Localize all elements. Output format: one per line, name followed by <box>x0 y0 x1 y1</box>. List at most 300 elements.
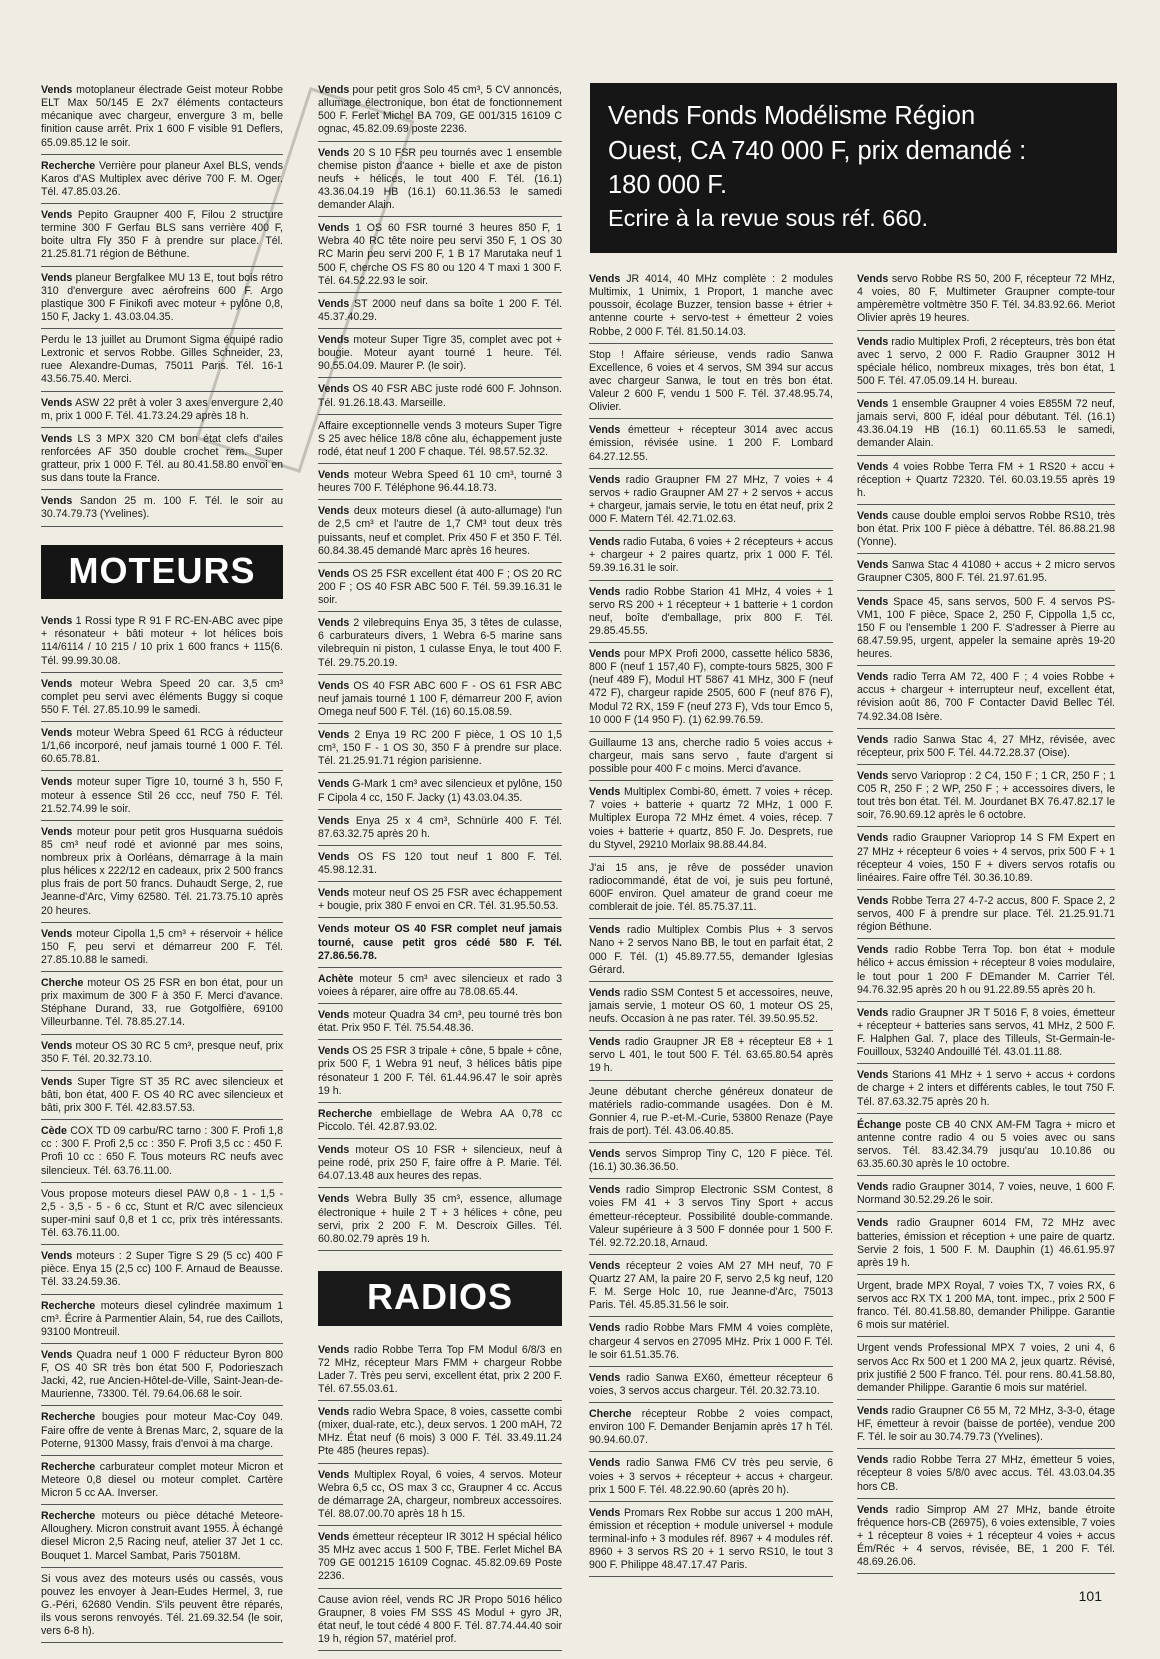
classified-ad <box>318 1191 562 1251</box>
classified-ad <box>589 985 833 1031</box>
classified-ad <box>857 768 1115 828</box>
ad-keyword: Vends <box>857 509 889 522</box>
ad-keyword: Vends <box>318 222 350 235</box>
ad-text: Sandon 25 m. 100 F. Tél. le soir au 30.74.79.73 (Yvelines). <box>41 495 283 521</box>
ad-keyword: Vends <box>857 595 889 608</box>
ad-text: poste CB 40 CNX AM-FM Tagra + micro et antenne contre radio 4 ou 5 voies avec ou sans servos. Tél. 83.42.34.79 jusqu'au 10.10.86 ou 63.35.60.30 après le 10 octobre. <box>857 1118 1115 1170</box>
ad-keyword: Vends <box>318 84 350 96</box>
classified-ad <box>41 395 283 428</box>
ad-text: OS 40 FSR ABC juste rodé 600 F. Johnson. Tél. 91.26.18.43. Marseille. <box>318 383 562 409</box>
classified-ad <box>589 271 833 344</box>
classified-ad <box>857 396 1115 456</box>
ad-keyword: Vends <box>589 924 621 937</box>
ad-keyword: Vends <box>318 778 350 791</box>
ad-text: 1 OS 60 FSR tourné 3 heures 850 F, 1 Webra 40 RC tête noire peu servi 350 F, 1 OS 30 RC Marin peu servi 200 F, 1 B 17 Marutaka neuf 1 500 F, cherche OS FS 80 ou 120 4 T maxi 1 300 F. Tél. 64.52.22.93 le soir. <box>318 222 562 287</box>
section-heading-radios: RADIOS <box>318 1271 562 1326</box>
ad-keyword: Vends <box>318 679 350 692</box>
ad-keyword: Vends <box>41 1075 73 1088</box>
ad-text: moteur Webra Speed 61 RCG à réducteur 1/1,66 incorporé, neuf jamais tourné 1 000 F. Tél. 60.65.78.81. <box>41 727 283 766</box>
classified-ad <box>589 1406 833 1452</box>
ad-keyword: Vends <box>857 894 889 907</box>
classified-ad <box>318 82 562 142</box>
ad-text: Si vous avez des moteurs usés ou cassés, vous pouvez les envoyer à Jean-Eudes Hermel, 3, rue G.-Péri, 62680 Vendin. S'ils peuvent être réparés, ils vous serons renvoyés. Tél. 21.69.32.54 (le soir, vers 6-8 h). <box>41 1572 283 1638</box>
ad-keyword: Vends <box>589 424 621 437</box>
ad-keyword: Recherche <box>318 1107 373 1120</box>
ad-text: moteur pour petit gros Husquarna suédois 85 cm³ neuf rodé et avionné par mes soins, nombreux prix à Oorléans, démarrage à la main plus hélices x 222/12 en cadeaux, prix 2 500 francs plus frais de port 50 francs. Duhaudt Serge, 2, rue Jeanne-d'Arc, Vimy 62580. Tél. 21.73.75.10 après 20 heures. <box>41 825 283 917</box>
classified-ad <box>589 1320 833 1366</box>
ad-text: cause double emploi servos Robbe RS10, très bon état. Prix 100 F pièce à débattre. Tél. 86.88.21.98 (Yonne). <box>857 509 1115 549</box>
classified-ad <box>589 422 833 468</box>
ad-text: radio Graupner 3014, 7 voies, neuve, 1 600 F. Normand 30.52.29.26 le soir. <box>857 1181 1115 1207</box>
ad-keyword: Recherche <box>41 1510 96 1523</box>
ad-text: moteur OS 25 FSR en bon état, pour un prix maximum de 300 F à 350 F. Merci d'avance. Stéphane Durand, 33, rue Gotgolfière, 69100 Villeurbanne. Tél. 78.85.27.14. <box>41 977 283 1029</box>
ad-text: 4 voies Robbe Terra FM + 1 RS20 + accu + réception + Quartz 72320. Tél. 60.03.19.55 après 19 h. <box>857 460 1115 499</box>
classified-ad <box>589 1146 833 1179</box>
classified-ad <box>41 1074 283 1120</box>
ad-keyword: Vends <box>318 814 350 827</box>
ad-text: 20 S 10 FSR peu tournés avec 1 ensemble chemise piston d'aance + bielle et axe de piston neufs + hélices, le tout 400 F. Tél. (16.1) 43.36.04.19 HB (16.1) 60.11.36.53 le samedi demander Alain. <box>318 146 562 211</box>
classified-ad <box>41 774 283 820</box>
ad-text: moteur Cipolla 1,5 cm³ + réservoir + hélice 150 F, peu servi et démarreur 200 F. Tél. 27.85.10.88 le samedi. <box>41 927 283 966</box>
classified-ad <box>857 594 1115 667</box>
classified-ad <box>318 849 562 882</box>
col2-bottom-ads <box>318 1342 562 1652</box>
ad-keyword: Vends <box>589 585 621 598</box>
ad-text: moteurs : 2 Super Tigre S 29 (5 cc) 400 F pièce. Enya 15 (2,5 cc) 100 F. Arnaud de Beausse. Tél. 33.24.59.36. <box>41 1250 283 1289</box>
ad-text: embiellage de Webra AA 0,78 cc Piccolo. Tél. 42.87.93.02. <box>318 1107 562 1133</box>
ad-text: radio Webra Space, 8 voies, cassette combi (mixer, dual-rate, etc.), deux servos. 1 200 mAH, 72 MHz. État neuf (6 mois) 3 000 F. Tél. 33.49.11.24 Pte 485 (heures repas). <box>318 1406 562 1458</box>
ad-text: Multiplex Combi-80, émett. 7 voies + récep. 7 voies + batterie + quartz 72 MHz, 1 000 F. Multiplex Europa 72 MHz émet. 4 voies, récep. 7 voies + batterie + quartz, 850 F. Jo. Desprets, rue du Styvel, 29210 Morlaix 98.88.44.84. <box>589 786 833 851</box>
ad-keyword: Vends <box>41 432 73 445</box>
ad-keyword: Vends <box>41 677 73 690</box>
ad-text: OS 25 FSR 3 tripale + cône, 5 bpale + cône, prix 500 F, 1 Webra 91 neuf, 3 hélices bâtis pipe résonateur 1 200 F. Tél. 61.44.96.47 le soir après 19 h. <box>318 1045 562 1097</box>
classified-ad <box>318 145 562 218</box>
ad-keyword: Vends <box>318 850 350 863</box>
ad-text: Affaire exceptionnelle vends 3 moteurs Super Tigre S 25 avec hélice 18/8 cône alu, échappement juste rodé, état neuf 1 200 F chaque. Tél. 98.57.52.32. <box>318 419 562 458</box>
classified-ad <box>589 472 833 532</box>
classified-ad <box>857 1179 1115 1212</box>
ad-text: radio Sanwa EX60, émetteur récepteur 6 voies, 3 servos accus chargeur. Tél. 20.32.73.10. <box>589 1371 833 1397</box>
ad-text: servo Varioprop : 2 C4, 150 F ; 1 CR, 250 F ; 1 C05 R, 250 F ; 2 WP, 250 F ; + accessoires divers, le tout très bon état. Tél. M. Jourdanet BX 76.47.82.17 le soir, 76.90.69.12 après le 6 octobre. <box>857 769 1115 822</box>
classified-ad <box>41 1248 283 1294</box>
classified-ad <box>41 676 283 722</box>
ad-keyword: Vends <box>589 273 621 285</box>
ad-keyword: Vends <box>41 776 73 789</box>
classified-ad <box>318 566 562 612</box>
classified-ad <box>318 1142 562 1188</box>
ad-text: Cause avion réel, vends RC JR Propo 5016 hélico Graupner, 8 voies FM SSS 4S Modul + gyro JR, état neuf, le tout cédé 4 800 F. Tél. 87.74.44.40 soir 19 h, région 57, matériel prof. <box>318 1593 562 1645</box>
ad-keyword: Vends <box>318 1144 350 1156</box>
ad-text: moteur Webra Speed 61 10 cm³, tourné 3 heures 700 F. Téléphone 96.44.18.73. <box>318 469 562 495</box>
ad-text: 1 ensemble Graupner 4 voies E855M 72 neuf, jamais servi, 800 F, idéal pour débutant. Tél. (16.1) 43.36.04.19 HB (16.1) 60.11.65.53 le samedi, demander Alain. <box>857 398 1115 450</box>
ad-text: Vous propose moteurs diesel PAW 0,8 - 1 - 1,5 - 2,5 - 3,5 - 5 - 6 cc, Stunt et R/C avec silencieux super-mini sauf 0,8 et 1 cc, prix très intéressants. Tél. 63.76.11.00. <box>41 1187 283 1239</box>
ad-text: moteur OS 40 FSR complet neuf jamais tourné, cause petit gros cédé 580 F. Tél. 27.86.56.78. <box>318 923 562 962</box>
ad-text: J'ai 15 ans, je rêve de posséder unavion radiocommandé, état de voi, je suis peu fortuné, 600F environ. Quel amateur de grand coeur me comblerait de joie. Tél. 85.75.37.11. <box>589 861 833 914</box>
ad-keyword: Vends <box>318 923 350 936</box>
ad-keyword: Vends <box>857 1404 889 1417</box>
ad-text: 1 Rossi type R 91 F RC-EN-ABC avec pipe + résonateur + bâti moteur + lot hélices bois 114/6114 / 10 215 / 10 prix 1 600 francs + 115(6. Tél. 99.99.30.08. <box>41 615 283 667</box>
ad-text: Jeune débutant cherche généreux donateur de matériels radio-commande usagées. Don è M. Gonnier 4, rue P.-et-M.-Curie, 53800 Renaze (Paye frais de port). Tél. 43.06.40.85. <box>589 1085 833 1137</box>
ad-text: ST 2000 neuf dans sa boîte 1 200 F. Tél. 45.37.40.29. <box>318 297 562 323</box>
ad-text: radio Multiplex Combis Plus + 3 servos Nano + 2 servos Nano BB, le tout en parfait état, 2 000 F. Tél. (1) 45.89.77.55, demander Iglesias Gérard. <box>589 924 833 976</box>
col2-top-ads <box>318 82 562 1251</box>
classified-ad <box>318 296 562 329</box>
ad-text: Perdu le 13 juillet au Drumont Sigma équipé radio Lextronic et servos Robbe. Gilles Schneider, 23, ruee Alexandre-Dumas, 75011 Paris. Tél. 16-1 43.56.75.40. Merci. <box>41 334 283 386</box>
classified-ad <box>589 1505 833 1578</box>
ad-keyword: Vends <box>41 1348 73 1361</box>
classified-ad <box>41 824 283 923</box>
ad-text: émetteur + récepteur 3014 avec accus émission, révisée usine. 1 200 F. Lombard 64.27.12.55. <box>589 424 833 463</box>
classified-ad <box>41 431 283 491</box>
classified-ad <box>318 1342 562 1402</box>
ad-text: Urgent, brade MPX Royal, 7 voies TX, 7 voies RX, 6 servos acc RX TX 1 200 MA, tont. impec., prix 2 500 F franco. Tél. 80.41.58.80, demander Philippe. Garantie 6 mois sur matériel. <box>857 1279 1115 1332</box>
ad-text: moteur OS 30 RC 5 cm³, presque neuf, prix 350 F. Tél. 20.32.73.10. <box>41 1039 283 1065</box>
ad-text: radio SSM Contest 5 et accessoires, neuve, jamais servie, 1 moteur OS 60, 1 moteur OS 25, neufs. Occasion à ne pas rater. Tél. 39.50.95.52. <box>589 986 833 1025</box>
ad-keyword: Vends <box>589 473 621 486</box>
classified-ad <box>318 467 562 500</box>
classified-ad <box>318 813 562 846</box>
column-2 <box>318 82 562 1654</box>
classified-ad <box>41 613 283 673</box>
classified-ad <box>857 732 1115 765</box>
ad-keyword: Vends <box>589 1322 621 1335</box>
classified-ad <box>318 1592 562 1652</box>
ad-text: Super Tigre ST 35 RC avec silencieux et bâti, bon état, 400 F. OS 40 RC avec silencieux et bâti, prix 300 F. Tél. 42.83.57.53. <box>41 1075 283 1114</box>
ad-keyword: Vends <box>589 1506 621 1519</box>
ad-text: Webra Bully 35 cm³, essence, allumage électronique + huile 2 T + 3 hélices + cône, peu servi, prix 2 200 F. M. Descroix Gilles. Tél. 60.80.02.79 après 19 h. <box>318 1193 562 1245</box>
ad-keyword: Vends <box>318 887 350 900</box>
classified-ad <box>589 1258 833 1318</box>
ad-keyword: Vends <box>318 297 350 310</box>
ad-keyword: Vends <box>41 495 73 508</box>
classified-ad <box>589 534 833 580</box>
classified-ad <box>41 158 283 204</box>
classified-ad <box>41 1298 283 1344</box>
ad-text: Space 45, sans servos, 500 F. 4 servos PS-VM1, 100 F pièce, Space 2, 250 F, Cippolla 1,5 cc, 150 F ou l'ensemble 1 200 F. S'adresser à Pierre au 68.47.59.95, urgent, appeler la semaine après 19-20 heures. <box>857 595 1115 660</box>
classified-ad <box>318 971 562 1004</box>
ad-text: OS 25 FSR excellent état 400 F ; OS 20 RC 200 F ; OS 40 FSR ABC 500 F. Tél. 59.39.16.31 le soir. <box>318 567 562 606</box>
ad-text: motoplaneur électrade Geist moteur Robbe ELT Max 50/145 E 2x7 éléments contacteurs mécanique avec chargeur, envergure 3 m, belle finition cause arrêt. Prix 1 600 F visible 91 Deflers, 65.09.85.12 le soir. <box>41 84 283 149</box>
ad-text: OS FS 120 tout neuf 1 800 F. Tél. 45.98.12.31. <box>318 850 562 876</box>
ad-keyword: Vends <box>589 536 621 549</box>
ad-text: radio Graupner FM 27 MHz, 7 voies + 4 servos + radio Graupner AM 27 + 2 servos + accus + chargeur, jamais servie, le totu en état neuf, prix 2 000 F. Matern Tél. 42.71.02.63. <box>589 473 833 525</box>
ad-keyword: Vends <box>41 927 73 940</box>
classified-ad <box>857 1340 1115 1400</box>
classified-ad <box>318 1007 562 1040</box>
classified-ad <box>41 975 283 1035</box>
classified-ad <box>589 1455 833 1501</box>
ad-keyword: Vends <box>318 1406 350 1418</box>
classified-ad <box>857 1067 1115 1113</box>
classified-ad <box>318 921 562 967</box>
ad-keyword: Vends <box>318 1045 350 1058</box>
ad-keyword: Vends <box>857 1503 889 1516</box>
classified-ad <box>589 735 833 781</box>
classified-ad <box>857 557 1115 590</box>
ad-text: moteurs diesel cylindrée maximum 1 cm³. Écrire à Parmentier Alain, 54, rue des Caillots, 93100 Montreuil. <box>41 1299 283 1338</box>
ad-text: moteur 5 cm³ avec silencieux et rado 3 voiees à réparer, aire offre au 78.08.65.44. <box>318 972 562 998</box>
ad-text: radio Robbe Mars FMM 4 voies complète, chargeur 4 servos en 27095 MHz. Prix 1 000 F. Tél. le soir 61.51.35.76. <box>589 1322 833 1361</box>
classified-ad <box>318 381 562 414</box>
ad-keyword: Vends <box>318 334 350 346</box>
classified-ad <box>857 271 1115 331</box>
classified-ad <box>857 669 1115 729</box>
ad-text: radio Robbe Starion 41 MHz, 4 voies + 1 servo RS 200 + 1 récepteur + 1 batterie + 1 cordon neuf, boîte d'emballage, prix 800 F. Tél. 29.85.45.55. <box>589 585 833 637</box>
ad-keyword: Vends <box>857 944 889 957</box>
classified-ad <box>318 220 562 293</box>
ad-keyword: Vends <box>41 209 73 221</box>
ad-text: moteur OS 10 FSR + silencieux, neuf à peine rodé, prix 250 F, faire offre à P. Marie. Tél. 64.07.13.48 aux heures des repas. <box>318 1144 562 1183</box>
ad-keyword: Vends <box>41 271 73 284</box>
classified-ad <box>318 1529 562 1589</box>
ad-keyword: Vends <box>318 1468 350 1481</box>
ad-keyword: Vends <box>41 1250 73 1263</box>
banner-line-3: 180 000 F. <box>608 171 728 200</box>
ad-text: Verrière pour planeur Axel BLS, vends Karos d'AS Multiplex avec dérive 700 F. M. Oger. Tél. 47.85.03.26. <box>41 159 283 198</box>
ad-keyword: Vends <box>857 460 889 473</box>
classified-ad <box>589 646 833 732</box>
ad-text: 2 Enya 19 RC 200 F pièce, 1 OS 10 1,5 cm³, 150 F - 1 OS 30, 350 F à prendre sur place. Tél. 21.25.91.71 région parisienne. <box>318 729 562 768</box>
ad-text: radio Graupner Varioprop 14 S FM Expert en 27 MHz + récepteur 6 voies + 4 servos, prix 500 F + 1 récepteur 4 voies, 150 F + divers servos rotafis ou linéaires. Faire offre Tél. 30.36.10.89. <box>857 832 1115 884</box>
ad-keyword: Recherche <box>41 1411 96 1424</box>
ad-keyword: Vends <box>857 1006 889 1019</box>
ad-keyword: Vends <box>857 769 889 782</box>
column-3 <box>589 271 833 1580</box>
classified-ad <box>41 82 283 155</box>
col1-top-ads <box>41 82 283 527</box>
ad-text: carburateur complet moteur Micron et Meteore 0,8 diesel ou moteur complet. Cartère Micron 5 cc AA. Inverser. <box>41 1460 283 1499</box>
ad-text: moteur Super Tigre 35, complet avec pot + bougie. Moteur ayant tourné 1 heure. Tél. 90.55.04.09. Maurer P. (le soir). <box>318 334 562 373</box>
ad-keyword: Vends <box>589 1148 621 1160</box>
ad-keyword: Vends <box>41 1039 73 1052</box>
ad-text: pour MPX Profi 2000, cassette hélico 5836, 800 F (neuf 1 157,40 F), compte-tours 5825, 300 F (neuf 489 F), Modul HT 5867 41 MHz, 300 F (neuf 472 F), chargeur rapide 2505, 600 F (neuf 876 F), Modul 72 RX, 159 F (neuf 273 F), Vds tour Emco 5, 10 000 F (14 950 F). (1) 62.99.76.59. <box>589 648 833 726</box>
banner-line-2: Ouest, CA 740 000 F, prix demandé : <box>608 136 1027 165</box>
ad-keyword: Vends <box>318 469 350 481</box>
classified-ad <box>41 926 283 972</box>
classified-ad <box>589 347 833 420</box>
ad-text: Promars Rex Robbe sur accus 1 200 mAH, émission et réception + module universel + module terminal-info + 3 modules réf. 8967 + 4 modules réf. 8960 + 3 servos RS 20 + 1 servo RS10, le tout 3 900 F. Philippe 48.47.17.47 Paris. <box>589 1506 833 1572</box>
ad-keyword: Échange <box>857 1118 902 1131</box>
classified-ad <box>318 776 562 809</box>
classified-ad <box>41 270 283 330</box>
ad-text: radio Graupner JR T 5016 F, 8 voies, émetteur + récepteur + batteries sans servos, 41 MHz, 2 500 F. F. Halphen Gal. 7, place des Tilleuls, St-Germain-le-Fouilloux, 53240 Andouillé Tél. 43.01.11.88. <box>857 1006 1115 1059</box>
classified-ad <box>318 1106 562 1139</box>
ad-text: radio Simprop AM 27 MHz, bande étroite fréquence hors-CB (26975), 6 voies extensible, 7 voies + 1 récepteur 8 voies + 1 récepteur 4 voies + accus Ém/Réc + 4 servos, révisée, BE, 1 200 F. Tél. 48.69.26.06. <box>857 1503 1115 1569</box>
ad-keyword: Recherche <box>41 159 96 172</box>
classified-ad <box>41 332 283 392</box>
classified-ad <box>41 1508 283 1568</box>
classified-ad <box>589 1084 833 1144</box>
classified-ad <box>318 503 562 563</box>
ad-keyword: Vends <box>857 733 889 746</box>
col1-bottom-ads <box>41 613 283 1643</box>
classified-ad <box>857 459 1115 505</box>
classified-ad <box>857 1452 1115 1498</box>
classified-ad <box>318 418 562 464</box>
classified-ad <box>589 860 833 920</box>
ad-text: radio Robbe Terra Top. bon état + module hélico + accus émission + récepteur 8 voies modulaire, le tout pour 1 200 F DEmander M. Carrier Tél. 94.76.32.95 après 20 h ou 91.22.89.55 après 20 h. <box>857 944 1115 996</box>
col3-ads <box>589 271 833 1577</box>
ad-text: pour petit gros Solo 45 cm³, 5 CV annoncés, allumage électronique, bon état de fonctionnement 500 F. Ferlet Michel BA 709, GE 001/315 16109 C ognac, 45.82.09.69 poste 2236. <box>318 84 562 136</box>
ad-keyword: Vends <box>41 396 73 409</box>
ad-keyword: Vends <box>857 335 889 348</box>
classified-ad <box>41 1347 283 1407</box>
ad-text: Pepito Graupner 400 F, Filou 2 structure termine 300 F Gerfau BLS sans verrière 400 F, boite ultra Fly 350 F à prendre sur place. Tél. 21.25.81.71 région de Béthune. <box>41 209 283 261</box>
ad-text: OS 40 FSR ABC 600 F - OS 61 FSR ABC neuf jamais tourné 1 100 F, démarreur 200 F, avion Omega neuf 500 F. Tél. (16) 60.15.08.59. <box>318 679 562 718</box>
ad-keyword: Vends <box>589 1184 621 1197</box>
ad-text: deux moteurs diesel (à auto-allumage) l'un de 2,5 cm³ et l'autre de 1,7 CM³ tout deux très puissants, neuf et complet. Prix 450 F et 350 F. Tél. 60.84.38.45 demandé Marc après 16 heures. <box>318 505 562 557</box>
ad-text: Sanwa Stac 4 41080 + accus + 2 micro servos Graupner C305, 800 F. Tél. 21.97.61.95. <box>857 559 1115 585</box>
classified-ad <box>41 1038 283 1071</box>
ad-keyword: Vends <box>857 1069 889 1082</box>
ad-text: G-Mark 1 cm³ avec silencieux et pylône, 150 F Cipola 4 cc, 150 F. Jacky (1) 43.03.04.35. <box>318 778 562 804</box>
ad-keyword: Vends <box>589 1036 621 1049</box>
ad-text: radio Multiplex Profi, 2 récepteurs, très bon état avec 1 servo, 2 000 F. Radio Graupner 3012 H spéciale hélico, nombreux mixages, très bon état, 1 500 F. Tél. 47.05.09.14 H. bureau. <box>857 335 1115 387</box>
ad-text: Quadra neuf 1 000 F réducteur Byron 800 F, OS 40 SR très bon état 500 F, Podorieszach Jacki, 42, rue Ancien-Hôtel-de-Ville, Saint-Jean-de-Maurienne, 73300. Tél. 79.64.06.68 le soir. <box>41 1348 283 1401</box>
classified-ad <box>589 1370 833 1403</box>
ad-keyword: Vends <box>318 1193 350 1206</box>
ad-keyword: Vends <box>41 615 73 628</box>
ad-keyword: Vends <box>589 1259 621 1272</box>
classified-ad <box>41 1459 283 1505</box>
ad-keyword: Vends <box>318 383 350 396</box>
ad-keyword: Vends <box>857 671 889 684</box>
page-number: 101 <box>1078 1588 1102 1604</box>
ad-keyword: Vends <box>318 505 350 518</box>
ad-text: récepteur 2 voies AM 27 MH neuf, 70 F Quartz 27 AM, la paire 20 F, servo 2,5 kg neuf, 120 F. M. Serge Holc 10, rue Jeanne-d'Arc, 75013 Paris. Tél. 45.85.31.56 le soir. <box>589 1259 833 1312</box>
ad-keyword: Vends <box>857 273 889 285</box>
banner-line-4: Ecrire à la revue sous réf. 660. <box>608 205 929 232</box>
ad-text: Urgent vends Professional MPX 7 voies, 2 uni 4, 6 servos Acc Rx 500 et 1 200 MA 2, jeux quartz. Révisé, prix justifié 2 500 F franco. Tél. pour rens. 80.41.58.80, demander Philippe. Garantie 6 mois sur matériel. <box>857 1342 1115 1394</box>
classified-ad <box>857 830 1115 890</box>
classified-ad <box>41 1571 283 1644</box>
ad-text: Starions 41 MHz + 1 servo + accus + cordons de charge + 2 inters et différents cables, le tout 750 F. Tél. 87.63.32.75 après 20 h. <box>857 1069 1115 1108</box>
classified-ad <box>589 584 833 644</box>
ad-text: Multiplex Royal, 6 voies, 4 servos. Moteur Webra 6,5 cc, OS max 3 cc, Graupner 4 cc. Accus de démarrage 2A, chargeur, nombreux accessoires. Tél. 88.07.00.70 après 18 h 15. <box>318 1468 562 1520</box>
ad-text: LS 3 MPX 320 CM bon état clefs d'ailes renforcées AF 350 double crochet rem. Super gratteur, prix 1 000 F. Tél. au 80.41.58.80 envoi en sus dans toute la France. <box>41 432 283 485</box>
ad-text: radio Sanwa Stac 4, 27 MHz, révisée, avec récepteur, prix 500 F. Tél. 44.72.28.37 (Oise). <box>857 733 1115 759</box>
ad-text: moteur Webra Speed 20 car. 3,5 cm³ complet peu servi avec éléments Buggy si coque 550 F. Tél. 27.85.10.99 le samedi. <box>41 677 283 716</box>
ad-text: moteurs ou pièce détaché Meteore-Alloughery. Micron construit avant 1955. À échangé diesel Micron 2,5 Racing neuf, atelier 37 Jet 1 cc. Bouquet 1. Marcel Sambat, Paris 75018M. <box>41 1510 283 1562</box>
business-sale-banner <box>590 83 1117 253</box>
ad-text: radio Terra AM 72, 400 F ; 4 voies Robbe + accus + chargeur + interrupteur neuf, excellent état, révision août 86, 700 F Contacter David Bellec Tél. 74.92.34.08 Isère. <box>857 671 1115 723</box>
ad-text: Robbe Terra 27 4-7-2 accus, 800 F. Space 2, 2 servos, 400 F à prendre sur place. Tél. 21.25.91.71 région Béthune. <box>857 894 1115 934</box>
classified-ad <box>857 1005 1115 1065</box>
classified-ad <box>41 1123 283 1183</box>
ad-text: radio Sanwa FM6 CV très peu servie, 6 voies + 3 servos + récepteur + accus + chargeur. prix 1 500 F. Tél. 48.22.90.60 (après 20 h). <box>589 1457 833 1496</box>
ad-keyword: Vends <box>318 1343 350 1356</box>
ad-keyword: Vends <box>857 1454 889 1467</box>
ad-text: JR 4014, 40 MHz complète : 2 modules Multimix, 1 Unimix, 1 Proport, 1 manche avec poussoir, écolage Buzzer, tension basse + étrier + antenne courte + servo-test + émetteur 2 voies Robbe, 2 000 F. Tél. 81.50.14.03. <box>589 273 833 338</box>
classified-ad <box>857 1278 1115 1338</box>
col4-ads <box>857 271 1115 1574</box>
ad-text: radio Simprop Electronic SSM Contest, 8 voies FM 41 + 3 servos Tiny Sport + accus émetteur-récepteur. Possibilité double-commande. Valeur supérieure à 3 500 F donnée pour 1 500 F. Tél. 92.72.20.18, Arnaud. <box>589 1184 833 1249</box>
ad-text: Guillaume 13 ans, cherche radio 5 voies accus + chargeur, mais sans servo , faute d'argent si possible pour 400 F c moins. Merci d'avance. <box>589 736 833 775</box>
column-4 <box>857 271 1115 1577</box>
ad-keyword: Vends <box>318 617 350 630</box>
classified-ad <box>318 1467 562 1527</box>
classified-ad <box>589 784 833 857</box>
classified-ad <box>41 725 283 771</box>
classified-ad <box>857 508 1115 554</box>
ad-keyword: Vends <box>857 832 889 845</box>
classified-ad <box>318 615 562 675</box>
ad-keyword: Vends <box>318 1531 350 1543</box>
classified-ad <box>318 727 562 773</box>
classified-ad <box>41 1186 283 1246</box>
ad-text: Enya 25 x 4 cm³, Schnürle 400 F. Tél. 87.63.32.75 après 20 h. <box>318 814 562 840</box>
ad-text: servo Robbe RS 50, 200 F, récepteur 72 MHz, 4 voies, 80 F, Multimeter Graupner compte-tour ampèremètre voltmètre 350 F. Tél. 34.83.92.66. Meriot Olivier après 19 heures. <box>857 273 1115 325</box>
ad-keyword: Recherche <box>41 1299 96 1312</box>
ad-keyword: Vends <box>857 1181 889 1194</box>
classified-ad <box>857 1502 1115 1575</box>
classified-ad <box>318 332 562 378</box>
ad-text: COX TD 09 carbu/RC tarno : 300 F. Profi 1,8 cc : 300 F. Profi 2,5 cc : 350 F. Profi 3,5 cc : 450 F. Profi 10 cc : 650 F. Tous moteurs RC neufs avec silencieux. Tél. 63.76.11.00. <box>41 1125 283 1177</box>
ad-text: émetteur récepteur IR 3012 H spécial hélico 35 MHz avec accus 1 500 F, TBE. Ferlet Michel BA 709 GE 001215 16109 Cognac. 45.82.09.69 Poste 2236. <box>318 1531 562 1583</box>
ad-text: moteur neuf OS 25 FSR avec échappement + bougie, prix 380 F envoi en CR. Tél. 31.95.50.53. <box>318 887 562 913</box>
ad-keyword: Vends <box>589 1457 621 1470</box>
classified-ad <box>41 1409 283 1455</box>
ad-text: radio Robbe Terra Top FM Modul 6/8/3 en 72 MHz, récepteur Mars FMM + chargeur Robbe Lader 7. Très peu servi, excellent état, prix 2 200 F. Tél. 67.55.03.61. <box>318 1343 562 1395</box>
classified-ad <box>41 207 283 267</box>
classified-ad <box>857 942 1115 1002</box>
ad-text: ASW 22 prêt à voler 3 axes envergure 2,40 m, prix 1 000 F. Tél. 41.73.24.29 après 18 h. <box>41 396 283 422</box>
ad-text: radio Futaba, 6 voies + 2 récepteurs + accus + chargeur + 2 paires quartz, prix 1 000 F. Tél. 59.39.16.31 le soir. <box>589 536 833 575</box>
ad-keyword: Vends <box>589 786 621 799</box>
ad-keyword: Vends <box>41 727 73 739</box>
ad-text: radio Graupner JR E8 + récepteur E8 + 1 servo L 401, le tout 500 F. Tél. 63.65.80.54 après 19 h. <box>589 1036 833 1075</box>
classified-ad <box>318 885 562 918</box>
classified-ad <box>589 1034 833 1080</box>
ad-keyword: Vends <box>857 559 889 572</box>
ad-text: radio Robbe Terra 27 MHz, émetteur 5 voies, récepteur 8 voies 5/8/0 avec accus. Tél. 43.03.04.35 hors CB. <box>857 1454 1115 1493</box>
ad-keyword: Recherche <box>41 1460 96 1473</box>
column-1 <box>41 82 283 1646</box>
section-heading-moteurs: MOTEURS <box>41 545 283 600</box>
classified-ad <box>857 893 1115 939</box>
ad-text: planeur Bergfalkee MU 13 E, tout bois rétro 310 d'envergure avec aérofreins 600 F. Argo plastique 300 F Finikofi avec moteur + pylône 0,8, 150 F, Jacky 1. 43.03.04.35. <box>41 271 283 323</box>
ad-keyword: Vends <box>41 84 73 96</box>
classified-ad <box>589 1182 833 1255</box>
ad-text: moteur super Tigre 10, tourné 3 h, 550 F, moteur à essence Stil 26 ccc, neuf 750 F. Tél. 21.52.74.99 le soir. <box>41 776 283 815</box>
ad-keyword: Cherche <box>41 977 84 989</box>
classified-ad <box>318 1043 562 1103</box>
ad-keyword: Achète <box>318 972 354 985</box>
classified-ad <box>857 1215 1115 1275</box>
ad-keyword: Cherche <box>589 1408 632 1420</box>
ad-text: bougies pour moteur Mac-Coy 049. Faire offre de vente à Brenas Marc, 2, square de la Poterne, 91300 Massy, frais d'envoi à ma charge. <box>41 1411 283 1450</box>
classified-ad <box>318 678 562 724</box>
ad-text: 2 vilebrequins Enya 35, 3 têtes de culasse, 6 carburateurs divers, 1 Webra 6-5 marine sans vilebrequin ni piston, 1 culasse Enya, le tout 400 F. Tél. 29.75.20.19. <box>318 617 562 669</box>
ad-text: radio Graupner C6 55 M, 72 MHz, 3-3-0, étage HF, émetteur à revoir (baisse de portée), vendue 200 F. Tél. le soir au 30.74.79.73 (Yvelines). <box>857 1404 1115 1444</box>
classified-ad <box>589 922 833 982</box>
ad-keyword: Vends <box>318 729 350 741</box>
ad-keyword: Vends <box>318 146 350 159</box>
classified-ad <box>857 334 1115 394</box>
ad-keyword: Vends <box>857 1217 889 1230</box>
classified-ad <box>318 1404 562 1464</box>
classified-ad <box>41 493 283 526</box>
ad-text: récepteur Robbe 2 voies compact, environ 100 F. Demander Benjamin après 17 h Tél. 90.94.60.07. <box>589 1408 833 1447</box>
ad-keyword: Vends <box>589 648 621 660</box>
classified-ad <box>857 1117 1115 1177</box>
ad-text: radio Graupner 6014 FM, 72 MHz avec batteries, émission et réception + une paire de quartz. Servie 2 fois, 1 500 F. M. Dauphin (1) 46.61.95.97 après 19 h. <box>857 1217 1115 1269</box>
ad-keyword: Vends <box>589 1371 621 1384</box>
banner-line-1: Vends Fonds Modélisme Région <box>608 102 976 130</box>
classified-ad <box>857 1403 1115 1449</box>
ad-keyword: Vends <box>318 1009 350 1021</box>
ad-keyword: Vends <box>41 825 73 838</box>
